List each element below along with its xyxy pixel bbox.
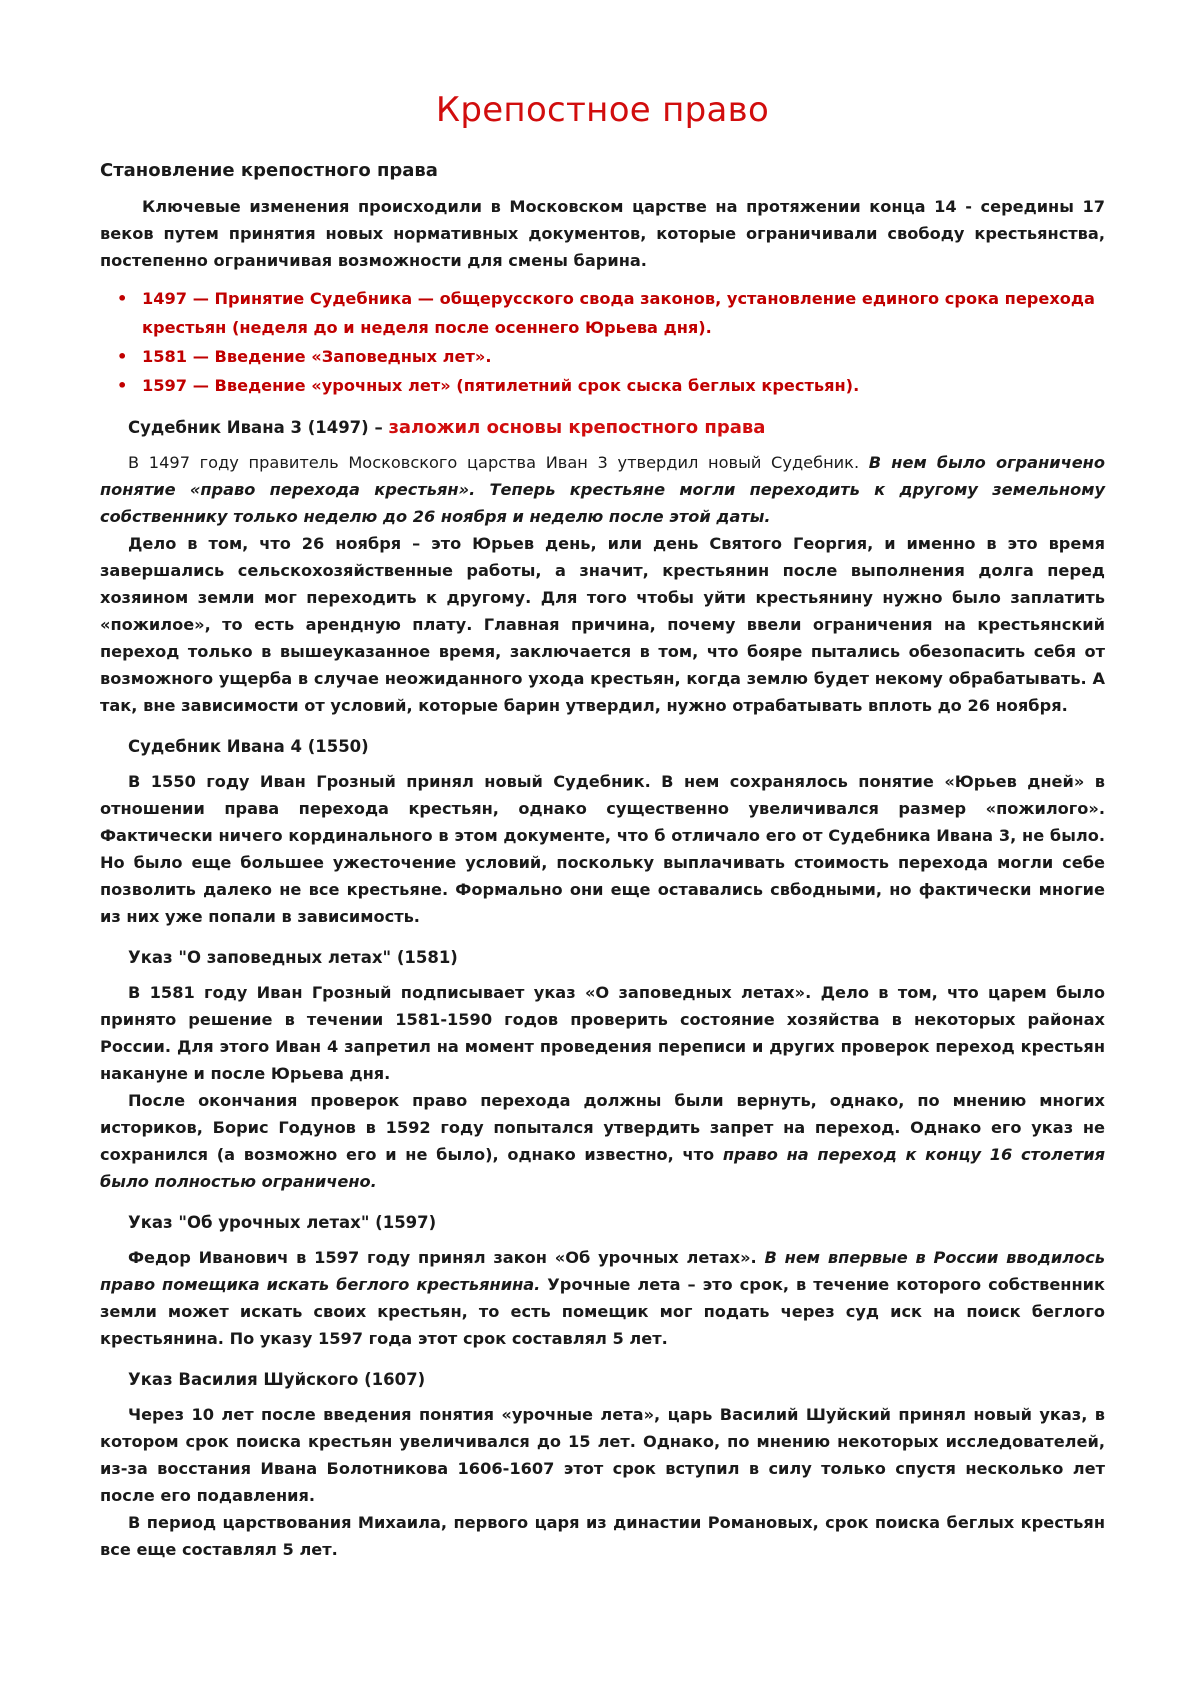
emphasis-text: В нем было ограничено понятие «право перехода крестьян». Теперь крестьяне могли переходить к другому земельному собственнику только неделю до 26 ноября и неделю после этой даты. bbox=[100, 453, 1105, 526]
paragraph-text: Федор Иванович в 1597 году принял закон «Об урочных летах». bbox=[128, 1248, 765, 1267]
subheading-text: Судебник Ивана 3 (1497) – bbox=[128, 418, 383, 437]
paragraph: В 1581 году Иван Грозный подписывает указ «О заповедных летах». Дело в том, что царем было принято решение в течении 1581-1590 годов проверить состояние хозяйства в некоторых районах России. Для этого Иван 4 запретил на момент проведения переписи и других проверок переход крестьян накануне и после Юрьева дня. bbox=[100, 983, 1105, 1083]
milestones-list bbox=[100, 284, 1105, 400]
list-item-text: 1581 — Введение «Заповедных лет». bbox=[142, 347, 492, 366]
bullet-icon: • bbox=[117, 289, 128, 308]
subheading-ukaz-1597: Указ "Об урочных летах" (1597) bbox=[128, 1213, 437, 1232]
list-item-text: 1497 — Принятие Судебника — общерусского свода законов, установление единого срока перехода крестьян (неделя до и неделя после осеннего Юрьева дня). bbox=[142, 289, 1095, 337]
paragraph bbox=[100, 449, 1105, 530]
paragraph-text: После окончания проверок право перехода должны были вернуть, однако, по мнению многих историков, Борис Годунов в 1592 году попытался утвердить запрет на переход. Однако его указ не сохранился (а возможно его и не было), однако известно, что bbox=[100, 1091, 1105, 1164]
bullet-icon: • bbox=[117, 347, 128, 366]
subheading-ukaz-1581: Указ "О заповедных летах" (1581) bbox=[128, 948, 458, 967]
list-item bbox=[100, 284, 1105, 342]
paragraph-text: В 1497 году правитель Московского царства Иван 3 утвердил новый Судебник. bbox=[128, 453, 869, 472]
page-title: Крепостное право bbox=[435, 90, 770, 130]
subheading-sudebnik-1550: Судебник Ивана 4 (1550) bbox=[128, 737, 369, 756]
paragraph bbox=[100, 1244, 1105, 1352]
paragraph: В период царствования Михаила, первого царя из династии Романовых, срок поиска беглых крестьян все еще составлял 5 лет. bbox=[100, 1513, 1105, 1559]
paragraph bbox=[100, 1087, 1105, 1195]
list-item bbox=[100, 342, 1105, 371]
paragraph: В 1550 году Иван Грозный принял новый Судебник. В нем сохранялось понятие «Юрьев дней» в отношении права перехода крестьян, однако существенно увеличивался размер «пожилого». Фактически ничего кординального в этом документе, что б отличало его от Судебника Ивана 3, не было. Но было еще большее ужесточение условий, поскольку выплачивать стоимость перехода могли себе позволить далеко не все крестьяне. Формально они еще оставались свбодными, но фактически многие из них уже попали в зависимость. bbox=[100, 772, 1105, 926]
paragraph: Дело в том, что 26 ноября – это Юрьев день, или день Святого Георгия, и именно в это время завершались сельскохозяйственные работы, а значит, крестьянин после выполнения долга перед хозяином земли мог переходить к другому. Для того чтобы уйти крестьянину нужно было заплатить «пожилое», то есть арендную плату. Главная причина, почему ввели ограничения на крестьянский переход только в вышеуказанное время, заключается в том, что бояре пытались обезопасить себя от возможного ущерба в случае неожиданного ухода крестьян, когда землю будет некому обрабатывать. А так, вне зависимости от условий, которые барин утвердил, нужно отрабатывать вплоть до 26 ноября. bbox=[100, 534, 1105, 715]
emphasis-text: право на переход к концу 16 столетия было полностью ограничено. bbox=[100, 1145, 1105, 1191]
intro-paragraph: Ключевые изменения происходили в Московском царстве на протяжении конца 14 - середины 17 веков путем принятия новых нормативных документов, которые ограничивали свободу крестьянства, постепенно ограничивая возможности для смены барина. bbox=[100, 197, 1105, 270]
list-item-text: 1597 — Введение «урочных лет» (пятилетний срок сыска беглых крестьян). bbox=[142, 376, 860, 395]
paragraph: Через 10 лет после введения понятия «урочные лета», царь Василий Шуйский принял новый указ, в котором срок поиска крестьян увеличивался до 15 лет. Однако, по мнению некоторых исследователей, из-за восстания Ивана Болотникова 1606-1607 этот срок вступил в силу только спустя несколько лет после его подавления. bbox=[100, 1405, 1105, 1505]
emphasis-text: В нем впервые в России вводилось право помещика искать беглого крестьянина. bbox=[100, 1248, 1105, 1294]
section-heading: Становление крепостного права bbox=[100, 160, 438, 181]
subheading-accent: заложил основы крепостного права bbox=[388, 417, 766, 438]
subheading-ukaz-1607: Указ Василия Шуйского (1607) bbox=[128, 1370, 426, 1389]
bullet-icon: • bbox=[117, 376, 128, 395]
paragraph-text: Урочные лета – это срок, в течение которого собственник земли может искать своих крестьян, то есть помещик мог подать через суд иск на поиск беглого крестьянина. По указу 1597 года этот срок составлял 5 лет. bbox=[100, 1275, 1105, 1348]
subheading-sudebnik-1497 bbox=[100, 414, 1105, 441]
list-item bbox=[100, 371, 1105, 400]
